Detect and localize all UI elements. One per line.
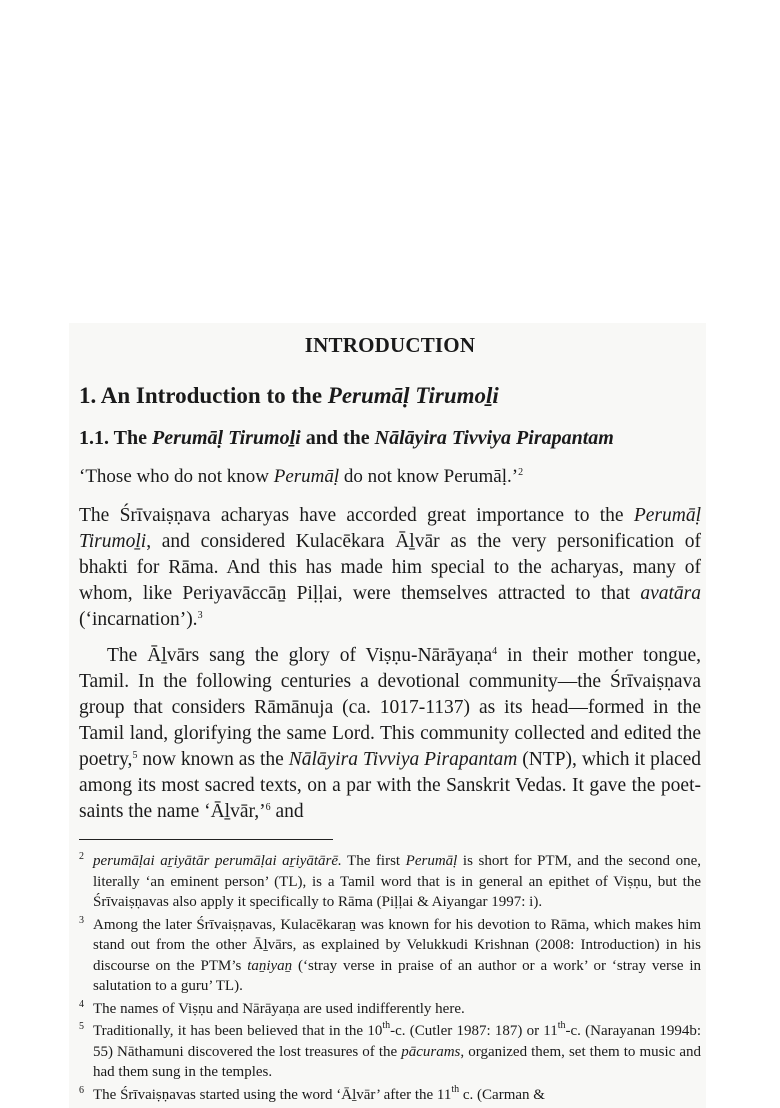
footnote-2: 2 perumāḷai aṟiyātār perumāḷai aṟiyātārē. The first Perumāḷ is short for PTM, and the second one, literally ‘an eminent person’ (TL), is a Tamil word that is in general an epithet of Viṣṇu, but the Śrīvaiṣṇavas also apply it specifically to Rāma (Piḷḷai & Aiyangar 1997: i). [79, 851, 701, 913]
footnote-ref[interactable]: 6 [265, 802, 271, 813]
epigraph: ‘Those who do not know Perumāḷ do not know Perumāḷ.’$^2$ [79, 466, 524, 487]
book-page [69, 323, 706, 1108]
footnote-ref[interactable]: 2 [518, 467, 524, 478]
paragraph: The Āḻvārs sang the glory of Viṣṇu-Nārāyaṇa$^4$ in their mother tongue, Tamil. In the following centuries a devotional community—the Śrīvaiṣṇava group that considers Rāmānuja (ca. 1017-1137) as its head—formed in the Tamil land, glorifying the same Lord. This community collected and edited the poetry,$^5$ now known as the Nālāyira Tivviya Pirapantam (NTP), which it placed among its most sacred texts, on a par with the Sanskrit Vedas. It gave the poet-saints the name ‘Āḻvār,’$^6$ and [79, 645, 702, 822]
subsection-title: 1.1. The Perumāḷ Tirumoḻi and the Nālāyira Tivviya Pirapantam [79, 427, 614, 449]
footnote-4: 4 The names of Viṣṇu and Nārāyaṇa are used indifferently here. [79, 999, 701, 1020]
footnote-number: 6 [79, 1084, 84, 1096]
footnotes [79, 851, 701, 1107]
section-title: 1. An Introduction to the Perumāḷ Tirumoḻi [79, 383, 499, 408]
paragraph: The Śrīvaiṣṇava acharyas have accorded great importance to the Perumāḷ Tirumoḻi, and considered Kulacēkara Āḻvār as the very personification of bhakti for Rāma. And this has made him special to the acharyas, many of whom, like Periyavāccāṉ Piḷḷai, were themselves attracted to that avatāra (‘incarnation’).$^3$ [79, 505, 701, 630]
footnote-ref[interactable]: 4 [492, 646, 498, 657]
footnote-number: 3 [79, 914, 84, 926]
chapter-heading: INTRODUCTION [304, 333, 476, 357]
footnote-divider [79, 839, 333, 840]
footnote-ref[interactable]: 5 [132, 750, 138, 761]
footnote-ref[interactable]: 3 [197, 610, 203, 621]
footnote-number: 2 [79, 851, 84, 862]
footnote-3: 3 Among the later Śrīvaiṣṇavas, Kulacēkaraṉ was known for his devotion to Rāma, which makes him stand out from the other Āḻvārs, as explained by Velukkudi Krishnan (2008: Introduction) in his discourse on the PTM’s taṉiyaṉ (‘stray verse in praise of an author or a work’ or ‘stray verse in salutation to a guru’ TL). [79, 915, 701, 997]
footnote-6: 6 The Śrīvaiṣṇavas started using the word ‘Āḻvār’ after the 11th c. (Carman & [79, 1085, 701, 1106]
footnote-number: 5 [79, 1021, 84, 1032]
footnote-number: 4 [79, 998, 84, 1010]
footnote-5: 5 Traditionally, it has been believed that in the 10th-c. (Cutler 1987: 187) or 11th-c. (Narayanan 1994b: 55) Nāthamuni discovered the lost treasures of the pācurams, organized them, set them to music and had them sung in the temples. [79, 1021, 701, 1083]
